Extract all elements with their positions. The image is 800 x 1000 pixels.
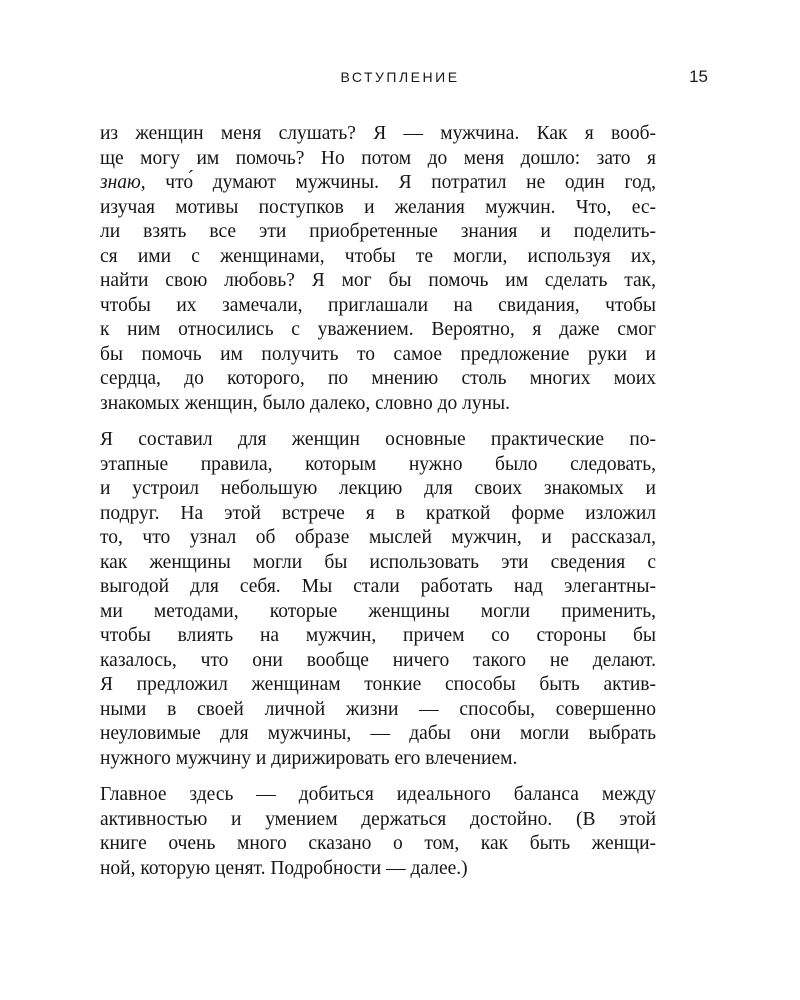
paragraph-spacer xyxy=(100,771,656,783)
text-line: как женщины могли бы использовать эти сведения с xyxy=(100,551,656,573)
text-line: ще могу им помочь? Но потом до меня дошло: зато я xyxy=(100,147,656,169)
text-line: активностью и умением держаться достойно. (В этой xyxy=(100,808,656,830)
text-line: чтобы их замечали, приглашали на свидания, чтобы xyxy=(100,294,656,316)
text-line: этапные правила, которым нужно было следовать, xyxy=(100,453,656,475)
text-line: к ним относились с уважением. Вероятно, я даже смог xyxy=(100,319,656,340)
text-line: то, что узнал об образе мыслей мужчин, и рассказал, xyxy=(100,527,656,548)
text-line: Я предложил женщинам тонкие способы быть актив- xyxy=(100,674,656,695)
emphasized-word: знаю xyxy=(100,172,141,193)
text-line: нужного мужчину и дирижировать его влечением. xyxy=(100,747,518,769)
text-line: найти свою любовь? Я мог бы помочь им сделать так, xyxy=(100,270,656,291)
body-text xyxy=(100,122,656,881)
text-line: книге очень много сказано о том, как быть женщи- xyxy=(100,833,656,854)
paragraph-1 xyxy=(100,122,656,416)
text-line: казалось, что они вообще ничего такого не делают. xyxy=(100,649,656,671)
text-line: неуловимые для мужчины, — дабы они могли выбрать xyxy=(100,723,656,744)
text-line: знакомых женщин, было далеко, словно до луны. xyxy=(100,392,511,414)
text-line: Я составил для женщин основные практические по- xyxy=(100,429,656,450)
text-line: бы помочь им получить то самое предложение руки и xyxy=(100,343,656,365)
text-line: изучая мотивы поступков и желания мужчин. Что, ес- xyxy=(100,196,656,218)
running-header xyxy=(0,66,800,88)
text-line: выгодой для себя. Мы стали работать над элегантны- xyxy=(100,576,656,597)
text-line: сердца, до которого, по мнению столь многих моих xyxy=(100,368,656,389)
text-line-with-emphasis: знаю, что́ думают мужчины. Я потратил не один год, xyxy=(100,172,656,193)
text-line: ми методами, которые женщины могли применить, xyxy=(100,600,656,622)
text-line: Главное здесь — добиться идеального баланса между xyxy=(100,784,656,805)
paragraph-3 xyxy=(100,783,656,881)
chapter-title: ВСТУПЛЕНИЕ xyxy=(340,69,460,85)
text-line: из женщин меня слушать? Я — мужчина. Как я вооб- xyxy=(100,123,656,144)
text-line: чтобы влиять на мужчин, причем со стороны бы xyxy=(100,625,656,646)
paragraph-2 xyxy=(100,428,656,771)
text-line: подруг. На этой встрече я в краткой форме изложил xyxy=(100,502,656,524)
text-line: и устроил небольшую лекцию для своих знакомых и xyxy=(100,478,656,499)
page-number: 15 xyxy=(689,67,708,86)
text-line: ли взять все эти приобретенные знания и поделить- xyxy=(100,221,656,242)
text-line: ной, которую ценят. Подробности — далее.) xyxy=(100,857,468,879)
text-line: ными в своей личной жизни — способы, совершенно xyxy=(100,698,656,720)
text-line: ся ими с женщинами, чтобы те могли, используя их, xyxy=(100,245,656,267)
paragraph-spacer xyxy=(100,416,656,428)
